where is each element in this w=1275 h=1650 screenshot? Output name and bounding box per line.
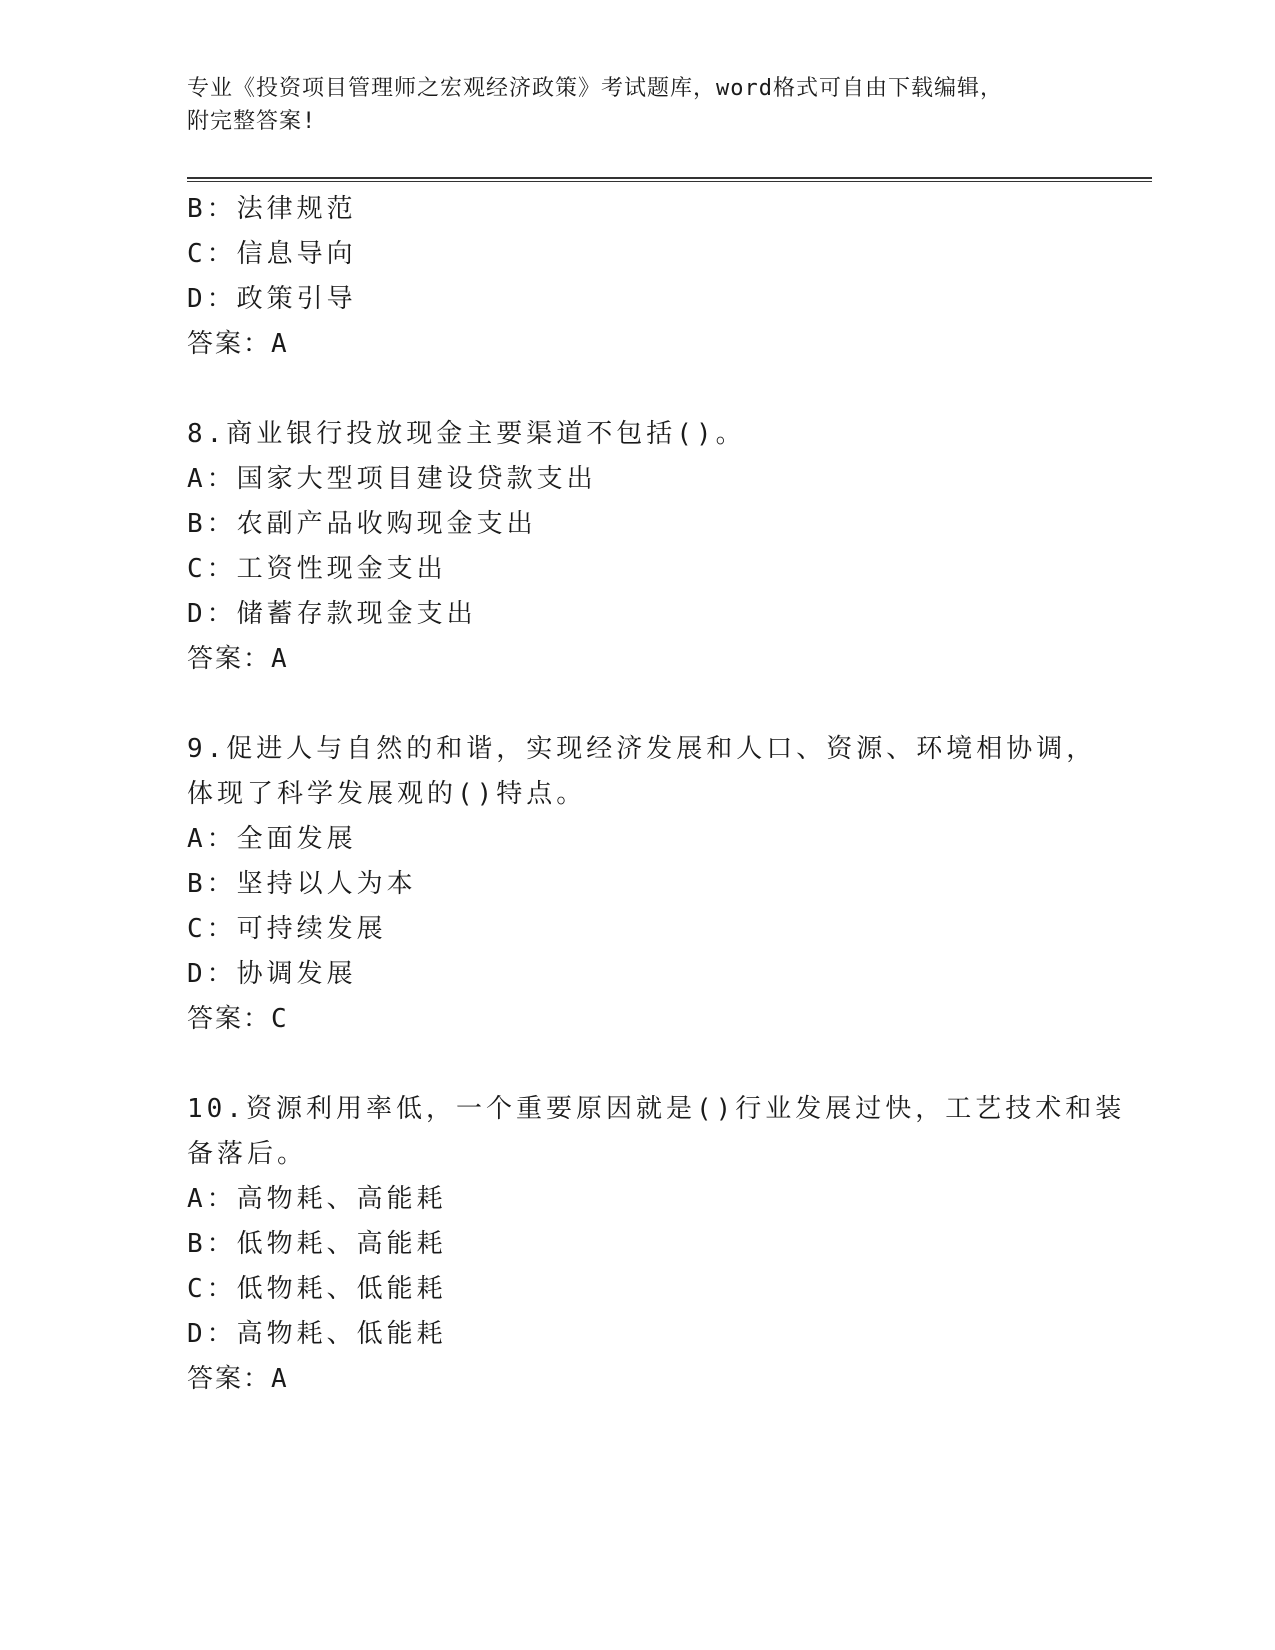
q9-option-b: B：坚持以人为本 <box>187 869 417 899</box>
q7-answer: 答案：A <box>187 329 289 359</box>
q8-option-c: C：工资性现金支出 <box>187 554 447 584</box>
header-line-2: 附完整答案! <box>187 109 317 134</box>
q10-option-b: B：低物耗、高能耗 <box>187 1229 447 1259</box>
q9-option-c: C：可持续发展 <box>187 914 387 944</box>
q8-answer: 答案：A <box>187 644 289 674</box>
q7-option-b: B：法律规范 <box>187 194 357 224</box>
q8-option-a: A：国家大型项目建设贷款支出 <box>187 464 597 494</box>
q8-option-d: D：储蓄存款现金支出 <box>187 599 477 629</box>
q9-option-a: A：全面发展 <box>187 824 357 854</box>
q9-question-line-2: 体现了科学发展观的()特点。 <box>187 779 587 809</box>
q8-question: 8.商业银行投放现金主要渠道不包括()。 <box>187 419 746 449</box>
q9-question-line-1: 9.促进人与自然的和谐，实现经济发展和人口、资源、环境相协调， <box>187 734 1097 764</box>
q8-option-b: B：农副产品收购现金支出 <box>187 509 537 539</box>
q10-option-c: C：低物耗、低能耗 <box>187 1274 447 1304</box>
q9-answer: 答案：C <box>187 1004 289 1034</box>
header-line-1: 专业《投资项目管理师之宏观经济政策》考试题库，word格式可自由下载编辑， <box>187 76 1003 101</box>
q7-option-c: C：信息导向 <box>187 239 357 269</box>
q7-option-d: D：政策引导 <box>187 284 357 314</box>
q10-answer: 答案：A <box>187 1364 289 1394</box>
q10-option-a: A：高物耗、高能耗 <box>187 1184 447 1214</box>
q10-question-line-1: 10.资源利用率低，一个重要原因就是()行业发展过快，工艺技术和装 <box>187 1094 1126 1124</box>
q10-option-d: D：高物耗、低能耗 <box>187 1319 447 1349</box>
header-divider <box>187 177 1152 182</box>
q9-option-d: D：协调发展 <box>187 959 357 989</box>
document-header <box>187 72 1067 138</box>
q10-question-line-2: 备落后。 <box>187 1139 308 1169</box>
